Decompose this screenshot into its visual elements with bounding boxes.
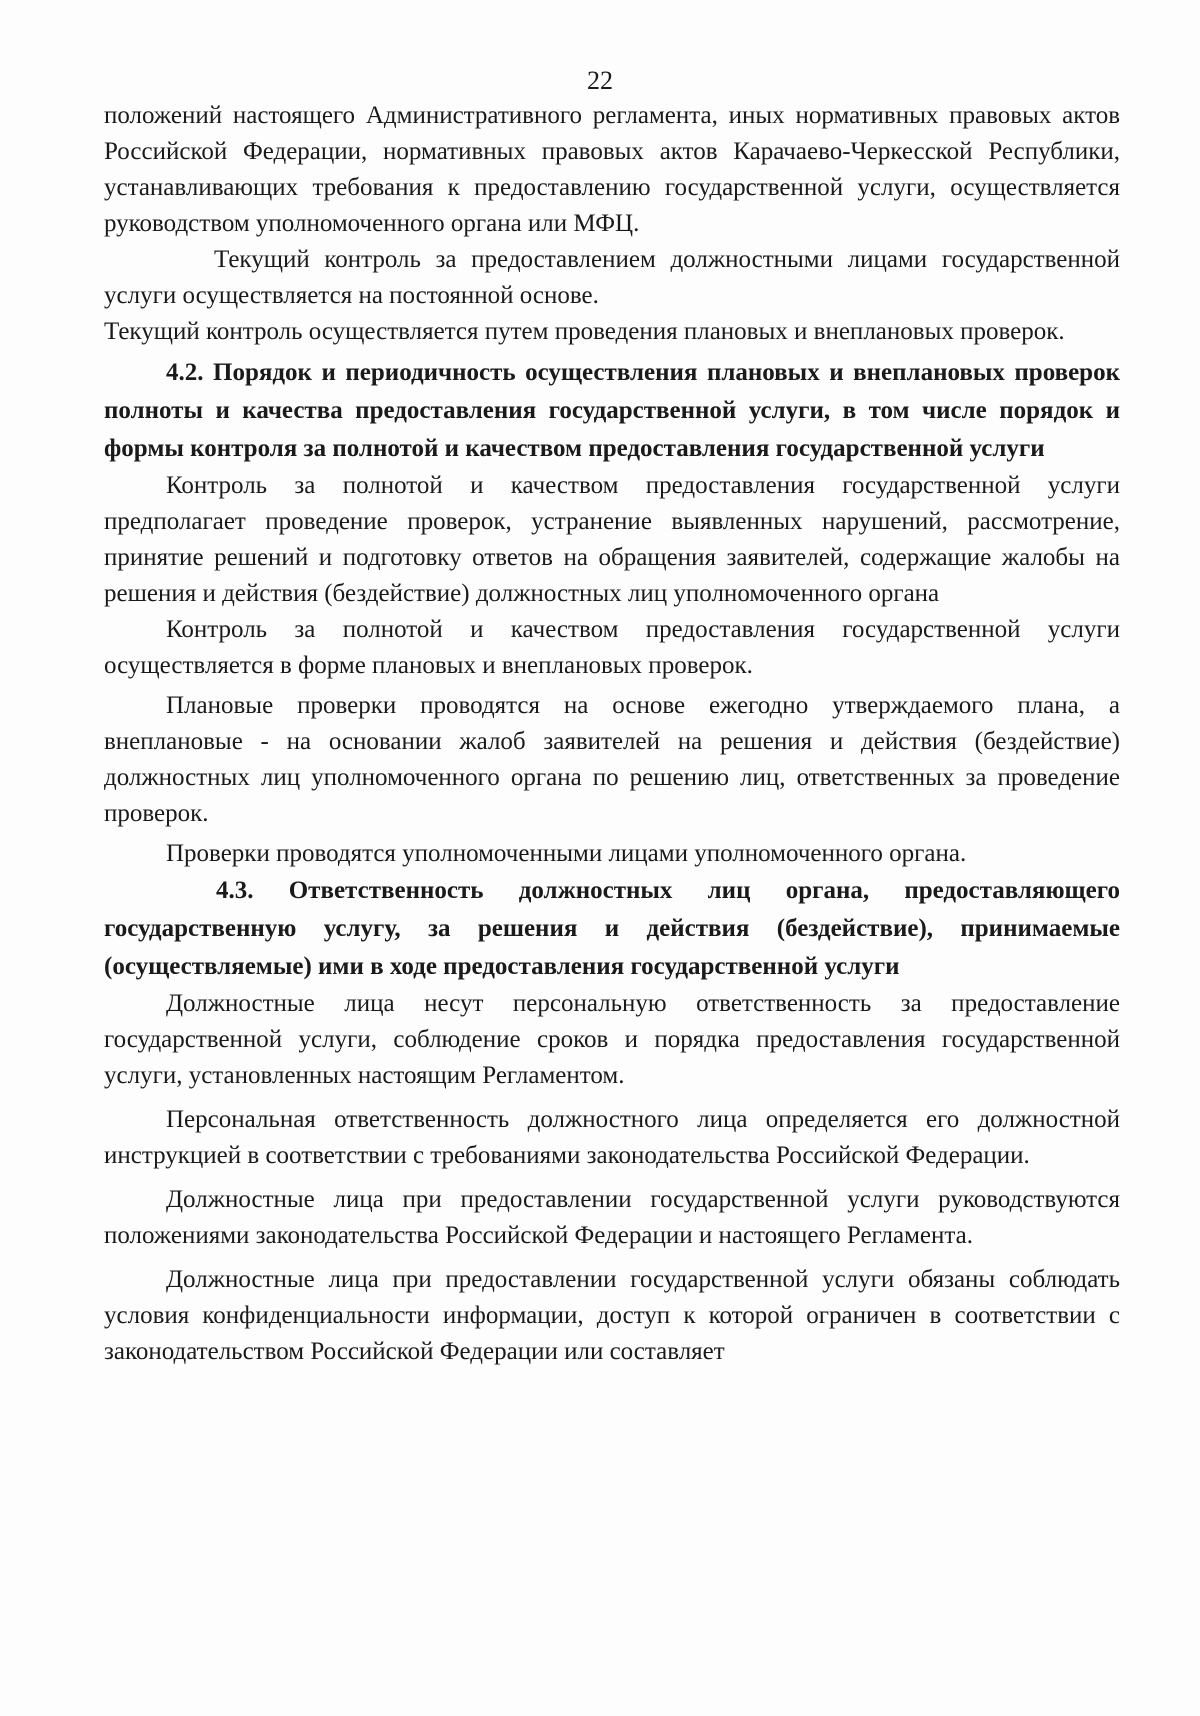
- page-number: 22: [587, 66, 613, 95]
- paragraph-control-form: Контроль за полнотой и качеством предоставления государственной услуги осуществляется в форме плановых и внеплановых проверок.: [104, 616, 1120, 679]
- document-body: [104, 98, 1120, 1370]
- paragraph-planned-checks: Плановые проверки проводятся на основе ежегодно утверждаемого плана, а внеплановые - на основании жалоб заявителей на решения и действия (бездействие) должностных лиц уполномоченного органа по решению лиц, ответственных за проведение проверок.: [104, 692, 1120, 827]
- paragraph-checks-performers: Проверки проводятся уполномоченными лицами уполномоченного органа.: [166, 840, 967, 867]
- paragraph-current-control: Текущий контроль за предоставлением должностными лицами государственной услуги осуществляется на постоянной основе.: [104, 246, 1120, 309]
- paragraph-guided-by-law: Должностные лица при предоставлении государственной услуги руководствуются положениями законодательства Российской Федерации и настоящего Регламента.: [104, 1186, 1120, 1249]
- paragraph-personal-responsibility: Должностные лица несут персональную ответственность за предоставление государственной услуги, соблюдение сроков и порядка предоставления государственной услуги, установленных настоящим Регламентом.: [104, 990, 1120, 1089]
- paragraph-continuation: положений настоящего Административного регламента, иных нормативных правовых актов Российской Федерации, нормативных правовых актов Карачаево-Черкесской Республики, устанавливающих требования к предоставлению государственной услуги, осуществляется руководством уполномоченного органа или МФЦ.: [104, 102, 1120, 237]
- section-heading-4-3: 4.3. Ответственность должностных лиц органа, предоставляющего государственную услугу, за решения и действия (бездействие), принимаемые (осуществляемые) ими в ходе предоставления государственной услуги: [104, 877, 1120, 980]
- paragraph-control-scope: Контроль за полнотой и качеством предоставления государственной услуги предполагает проведение проверок, устранение выявленных нарушений, рассмотрение, принятие решений и подготовку ответов на обращения заявителей, содержащие жалобы на решения и действия (бездействие) должностных лиц уполномоченного органа: [104, 472, 1120, 607]
- paragraph-confidentiality: Должностные лица при предоставлении государственной услуги обязаны соблюдать условия конфиденциальности информации, доступ к которой ограничен в соответствии с законодательством Российской Федерации или составляет: [104, 1266, 1120, 1365]
- section-heading-4-2: 4.2. Порядок и периодичность осуществления плановых и внеплановых проверок полноты и качества предоставления государственной услуги, в том числе порядок и формы контроля за полнотой и качеством предоставления государственной услуги: [104, 359, 1120, 462]
- paragraph-current-control-method: Текущий контроль осуществляется путем проведения плановых и внеплановых проверок.: [104, 318, 1065, 345]
- paragraph-job-instruction: Персональная ответственность должностного лица определяется его должностной инструкцией в соответствии с требованиями законодательства Российской Федерации.: [104, 1106, 1120, 1169]
